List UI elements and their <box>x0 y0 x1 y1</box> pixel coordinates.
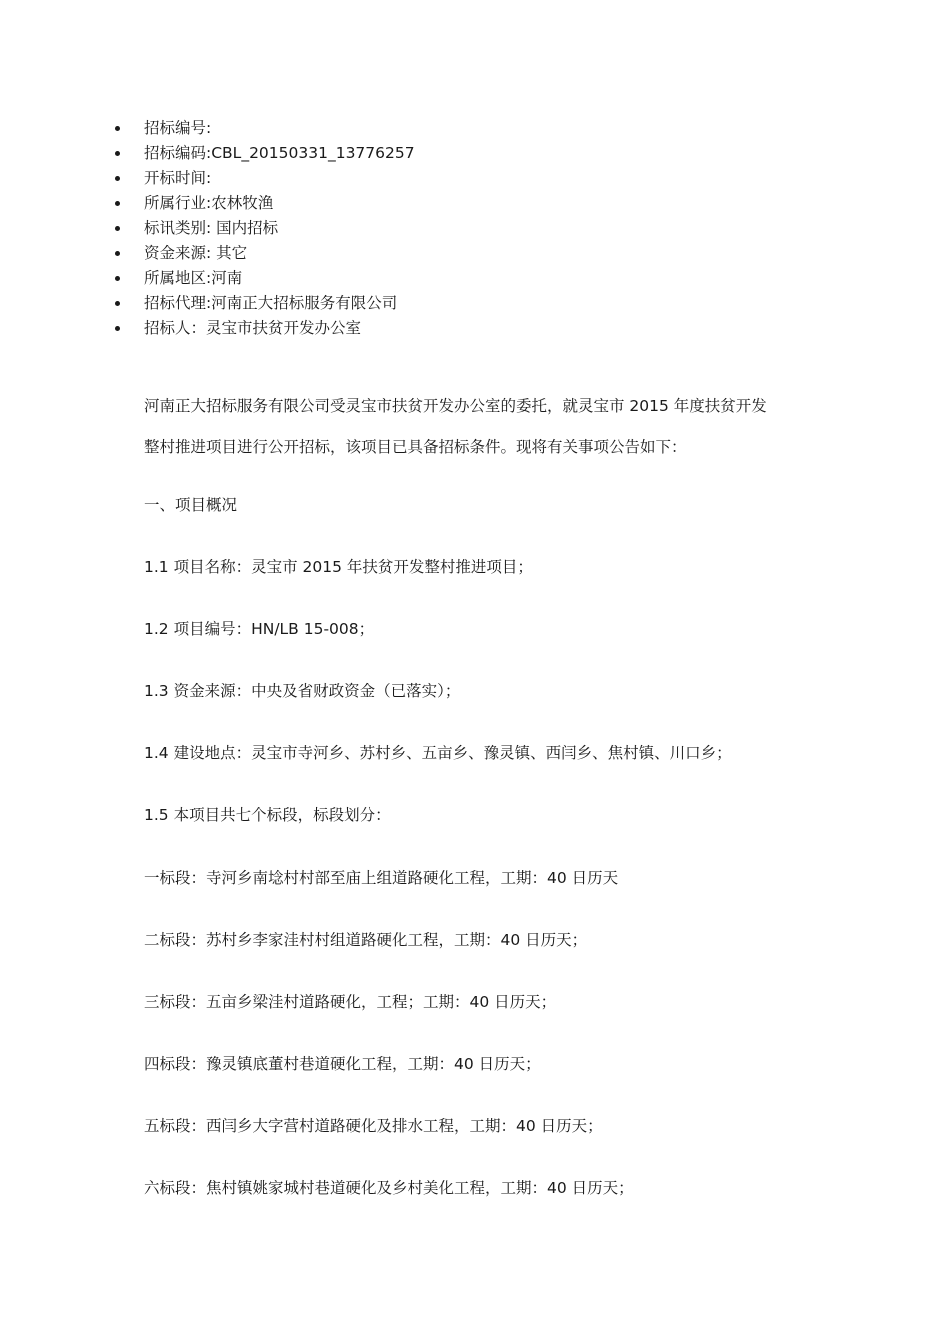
lot-item: 三标段：五亩乡梁洼村道路硬化，工程；工期：40 日历天； <box>144 992 557 1011</box>
bullet-icon <box>115 201 120 206</box>
lot-item: 一标段：寺河乡南埝村村部至庙上组道路硬化工程，工期：40 日历天 <box>144 868 619 887</box>
paragraph-location: 1.4 建设地点：灵宝市寺河乡、苏村乡、五亩乡、豫灵镇、西闫乡、焦村镇、川口乡； <box>144 744 732 763</box>
lot-item: 五标段：西闫乡大字营村道路硬化及排水工程，工期：40 日历天； <box>144 1116 603 1135</box>
meta-opening-time: 开标时间: <box>144 169 212 187</box>
list-item <box>0 266 415 291</box>
paragraph-project-name: 1.1 项目名称：灵宝市 2015 年扶贫开发整村推进项目； <box>144 558 533 577</box>
bullet-icon <box>115 226 120 231</box>
meta-industry: 所属行业:农林牧渔 <box>144 194 274 212</box>
meta-tenderer: 招标人：灵宝市扶贫开发办公室 <box>144 319 362 337</box>
bullet-icon <box>115 126 120 131</box>
bullet-icon <box>115 326 120 331</box>
list-item <box>0 216 415 241</box>
paragraph-lot-division: 1.5 本项目共七个标段，标段划分： <box>144 806 391 825</box>
bullet-icon <box>115 251 120 256</box>
bullet-icon <box>115 276 120 281</box>
meta-category: 标讯类别: 国内招标 <box>144 219 279 237</box>
intro-line-2: 整村推进项目进行公开招标，该项目已具备招标条件。现将有关事项公告如下： <box>144 438 687 456</box>
bullet-icon <box>115 176 120 181</box>
intro-paragraph <box>144 386 824 468</box>
lot-item: 六标段：焦村镇姚家城村巷道硬化及乡村美化工程，工期：40 日历天； <box>144 1179 634 1198</box>
list-item <box>0 166 415 191</box>
section-heading: 一、项目概况 <box>144 496 238 514</box>
lot-item: 四标段：豫灵镇底董村巷道硬化工程，工期：40 日历天； <box>144 1054 541 1073</box>
list-item <box>0 291 415 316</box>
meta-tender-code: 招标编码:CBL_20150331_13776257 <box>144 144 415 162</box>
meta-agent: 招标代理:河南正大招标服务有限公司 <box>144 294 398 312</box>
meta-region: 所属地区:河南 <box>144 269 243 287</box>
bullet-icon <box>115 151 120 156</box>
meta-fund-source: 资金来源: 其它 <box>144 244 248 262</box>
list-item <box>0 316 415 341</box>
paragraph-fund-source: 1.3 资金来源：中央及省财政资金（已落实）； <box>144 682 461 701</box>
tender-meta-list <box>0 116 415 341</box>
bullet-icon <box>115 301 120 306</box>
list-item <box>0 191 415 216</box>
paragraph-project-number: 1.2 项目编号：HN/LB 15-008； <box>144 620 375 639</box>
list-item <box>0 141 415 166</box>
lot-item: 二标段：苏村乡李家洼村村组道路硬化工程，工期：40 日历天； <box>144 930 588 949</box>
meta-tender-number: 招标编号: <box>144 119 212 137</box>
project-overview-list <box>144 490 732 1235</box>
list-item <box>0 241 415 266</box>
intro-line-1: 河南正大招标服务有限公司受灵宝市扶贫开发办公室的委托，就灵宝市 2015 年度扶贫开发 <box>144 397 767 415</box>
list-item <box>0 116 415 141</box>
